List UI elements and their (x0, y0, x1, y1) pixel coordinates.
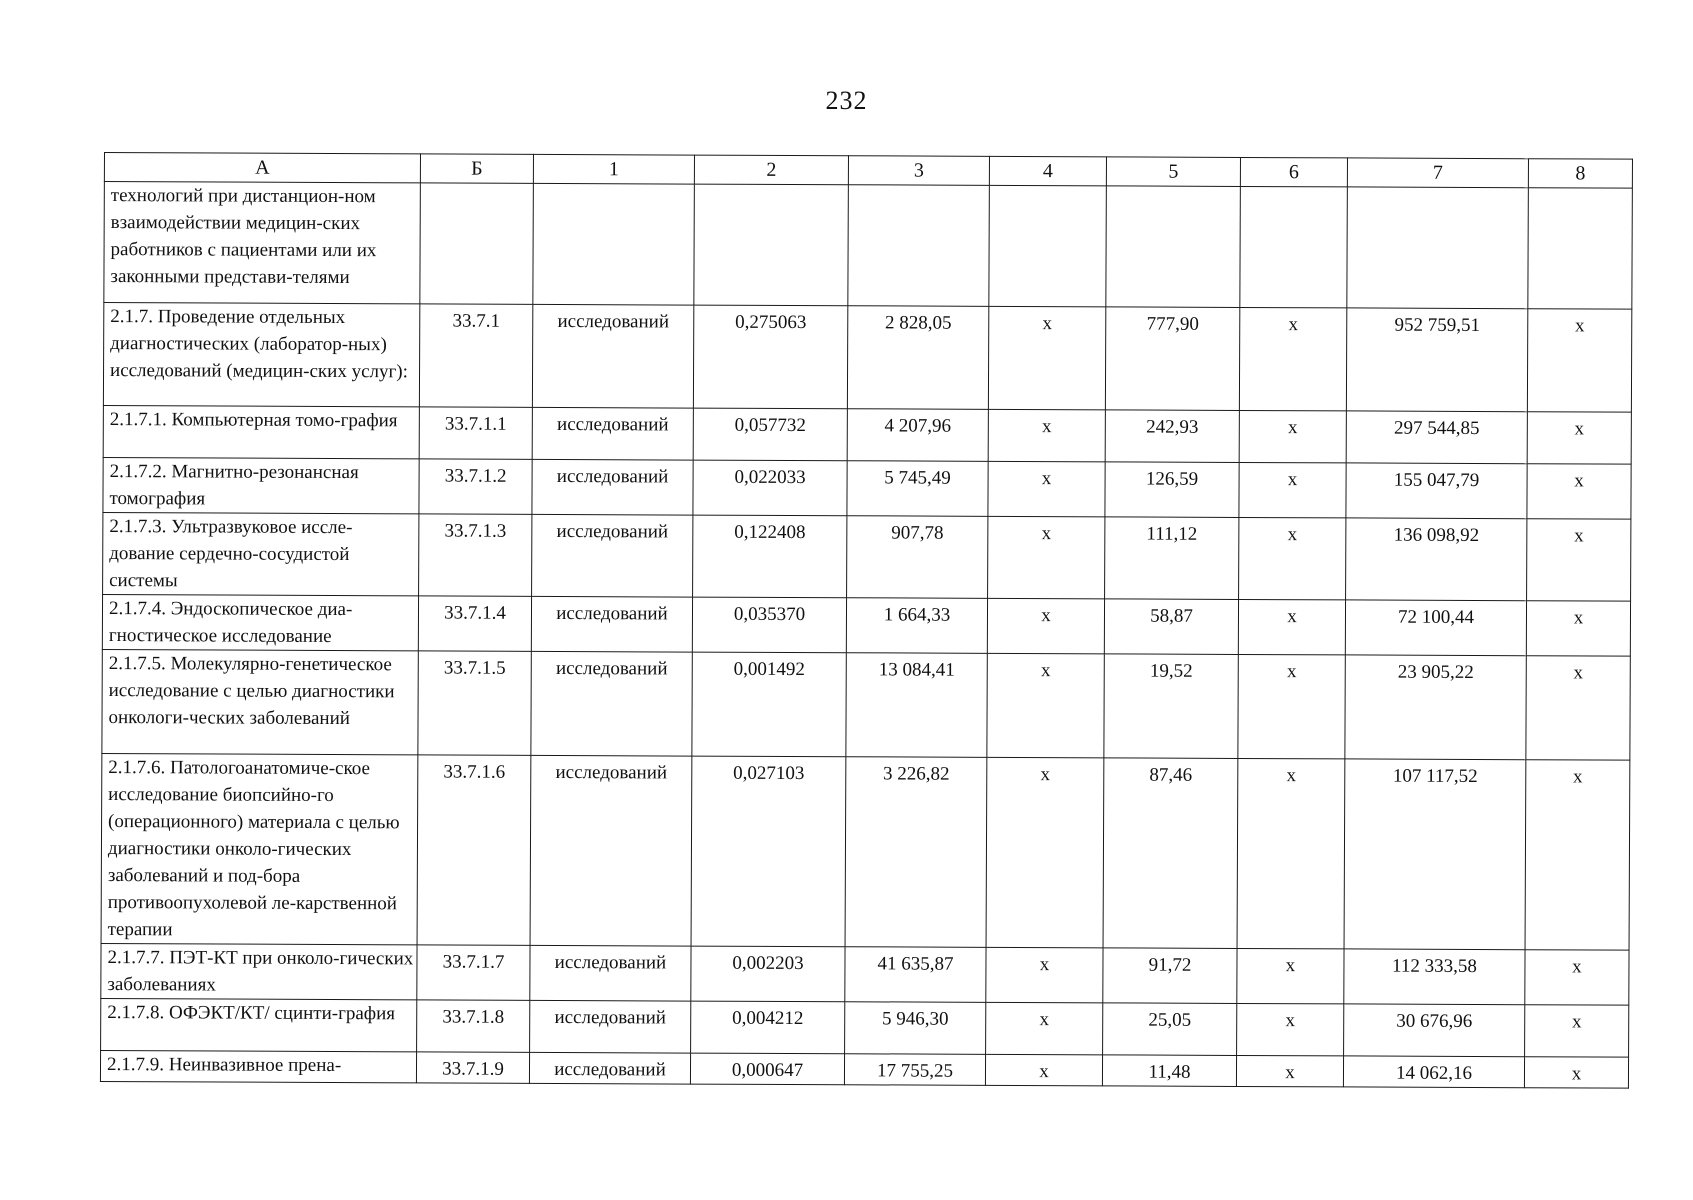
row-col-6: х (1239, 410, 1346, 462)
row-col-4: х (986, 1002, 1103, 1055)
row-label: технологий при дистанцион-ном взаимодействии медицин-ских работников с пациентами или их законными представи-телями (104, 182, 421, 304)
row-col-2: 0,122408 (693, 515, 847, 598)
header-cell-6: 6 (1240, 157, 1347, 186)
row-col-7: 107 117,52 (1344, 759, 1526, 950)
row-col-7: 952 759,51 (1346, 308, 1527, 412)
row-col-3: 1 664,33 (846, 598, 987, 654)
row-col-5: 111,12 (1105, 517, 1239, 600)
table-row (103, 405, 1631, 464)
row-col-7: 14 062,16 (1343, 1056, 1524, 1088)
row-col-8: х (1527, 309, 1631, 412)
row-unit: исследований (532, 304, 693, 408)
row-col-8 (1528, 188, 1633, 309)
row-col-8: х (1527, 519, 1631, 601)
row-col-6: х (1238, 599, 1345, 654)
row-col-8: х (1525, 760, 1630, 950)
row-col-6: х (1238, 654, 1345, 758)
row-col-2: 0,001492 (692, 652, 846, 757)
row-code: 33.7.1.6 (417, 755, 531, 945)
header-cell-7: 7 (1347, 158, 1528, 188)
row-col-2 (694, 184, 849, 306)
row-col-6: х (1239, 517, 1346, 599)
row-unit: исследований (531, 596, 692, 652)
row-col-6: х (1239, 462, 1346, 517)
row-col-2: 0,057732 (693, 408, 847, 461)
row-col-2: 0,000647 (690, 1053, 844, 1085)
row-col-8: х (1526, 601, 1630, 656)
row-col-7: 155 047,79 (1346, 463, 1527, 519)
row-col-3: 2 828,05 (847, 306, 988, 410)
row-col-5: 91,72 (1103, 948, 1237, 1004)
row-col-2: 0,022033 (693, 460, 847, 516)
header-cell-5: 5 (1106, 157, 1240, 187)
row-col-6: х (1236, 1055, 1343, 1086)
row-col-8: х (1524, 1057, 1628, 1088)
row-col-4: х (985, 1054, 1102, 1086)
row-unit: исследований (530, 755, 692, 946)
row-col-7: 30 676,96 (1344, 1004, 1525, 1057)
row-label: 2.1.7.3. Ультразвуковое иссле-дование сердечно-сосудистой системы (103, 512, 419, 595)
row-col-4: х (988, 516, 1105, 599)
row-code: 33.7.1.2 (419, 459, 532, 514)
row-code: 33.7.1.5 (418, 651, 531, 755)
row-col-4: х (987, 653, 1104, 758)
row-col-3 (848, 185, 990, 307)
header-cell-8: 8 (1528, 159, 1632, 188)
row-col-8: х (1526, 656, 1630, 760)
row-col-2: 0,027103 (691, 756, 846, 947)
row-unit: исследований (530, 1000, 691, 1053)
row-col-3: 41 635,87 (845, 947, 986, 1003)
row-unit: исследований (530, 945, 691, 1001)
row-col-6: х (1239, 307, 1346, 410)
row-code (420, 183, 534, 304)
row-col-6 (1240, 186, 1348, 307)
row-col-7 (1347, 187, 1529, 309)
row-col-3: 3 226,82 (845, 757, 987, 948)
row-col-7: 23 905,22 (1345, 655, 1526, 760)
row-col-3: 5 745,49 (847, 461, 988, 517)
row-col-4: х (986, 757, 1104, 948)
row-col-5: 126,59 (1105, 462, 1239, 518)
header-cell-b: Б (420, 154, 533, 183)
row-col-5: 242,93 (1105, 410, 1239, 463)
row-code: 33.7.1.8 (417, 1000, 530, 1052)
row-col-4: х (988, 409, 1105, 462)
row-col-2: 0,275063 (693, 305, 847, 409)
row-label: 2.1.7. Проведение отдельных диагностических (лаборатор-ных) исследований (медицин-ских услуг): (103, 303, 419, 407)
header-cell-4: 4 (989, 156, 1106, 186)
table-row (103, 303, 1631, 413)
row-col-5: 58,87 (1104, 599, 1238, 655)
row-col-8: х (1525, 950, 1629, 1005)
header-cell-a: А (104, 153, 420, 183)
row-code: 33.7.1.3 (419, 514, 532, 596)
row-label: 2.1.7.8. ОФЭКТ/КТ/ сцинти-графия (101, 998, 417, 1051)
row-unit: исследований (532, 407, 693, 460)
row-col-7: 136 098,92 (1346, 518, 1527, 601)
row-col-2: 0,004212 (691, 1001, 845, 1054)
row-unit: исследований (529, 1052, 690, 1084)
row-col-4: х (988, 306, 1105, 410)
row-col-2: 0,002203 (691, 946, 845, 1002)
row-col-4: х (988, 461, 1105, 517)
table-row (104, 182, 1633, 310)
row-col-6: х (1237, 758, 1345, 948)
table-row (103, 457, 1631, 519)
table-row (102, 594, 1630, 656)
row-label: 2.1.7.7. ПЭТ-КТ при онколо-гических заболеваниях (101, 943, 417, 999)
table-row (101, 753, 1630, 950)
row-col-3: 13 084,41 (846, 653, 987, 758)
row-col-5: 11,48 (1102, 1055, 1236, 1087)
page-number: 232 (825, 86, 868, 115)
row-unit (533, 183, 695, 305)
row-code: 33.7.1.1 (419, 407, 532, 459)
row-unit: исследований (532, 459, 693, 515)
row-label: 2.1.7.5. Молекулярно-генетическое исследование с целью диагностики онкологи-ческих заболеваний (102, 649, 418, 754)
row-code: 33.7.1.7 (417, 945, 530, 1000)
row-col-5: 777,90 (1105, 307, 1239, 411)
header-cell-1: 1 (533, 154, 694, 184)
row-unit: исследований (531, 651, 692, 756)
row-col-8: х (1527, 464, 1631, 519)
row-col-4: х (986, 947, 1103, 1003)
row-code: 33.7.1.4 (418, 596, 531, 651)
row-col-6: х (1237, 1003, 1344, 1055)
row-col-5: 19,52 (1104, 654, 1238, 759)
row-label: 2.1.7.6. Патологоанатомиче-ское исследование биопсийно-го (операционного) материала с целью диагностики онколо-гических заболеваний и под-бора противоопухолевой ле-карственной терапии (101, 753, 418, 944)
row-col-4 (989, 185, 1107, 307)
row-col-2: 0,035370 (692, 597, 846, 653)
row-col-5: 87,46 (1103, 758, 1238, 949)
row-code: 33.7.1.9 (416, 1052, 529, 1083)
row-col-7: 72 100,44 (1345, 600, 1526, 656)
table-row (102, 649, 1630, 760)
table-row (103, 512, 1631, 601)
table-row (100, 1050, 1628, 1088)
row-col-7: 297 544,85 (1346, 411, 1527, 464)
row-col-3: 17 755,25 (844, 1054, 985, 1086)
row-code: 33.7.1 (419, 304, 532, 407)
data-table (100, 152, 1633, 1089)
row-label: 2.1.7.1. Компьютерная томо-графия (103, 405, 419, 458)
row-label: 2.1.7.2. Магнитно-резонансная томография (103, 457, 419, 513)
row-col-4: х (987, 598, 1104, 654)
table-row (101, 943, 1629, 1005)
row-col-7: 112 333,58 (1344, 949, 1525, 1005)
row-label: 2.1.7.9. Неинвазивное прена- (100, 1050, 416, 1082)
header-cell-2: 2 (694, 155, 848, 185)
row-col-3: 907,78 (847, 516, 988, 599)
header-cell-3: 3 (848, 156, 989, 186)
row-col-5 (1106, 186, 1241, 308)
row-col-8: х (1527, 412, 1631, 464)
row-col-3: 5 946,30 (845, 1002, 986, 1055)
row-label: 2.1.7.4. Эндоскопическое диа-гностическое исследование (102, 594, 418, 650)
row-col-6: х (1237, 948, 1344, 1003)
table-body (100, 182, 1632, 1089)
row-col-5: 25,05 (1103, 1003, 1237, 1056)
row-col-8: х (1525, 1005, 1629, 1057)
table-row (101, 998, 1629, 1057)
row-col-3: 4 207,96 (847, 409, 988, 462)
row-unit: исследований (532, 514, 693, 597)
